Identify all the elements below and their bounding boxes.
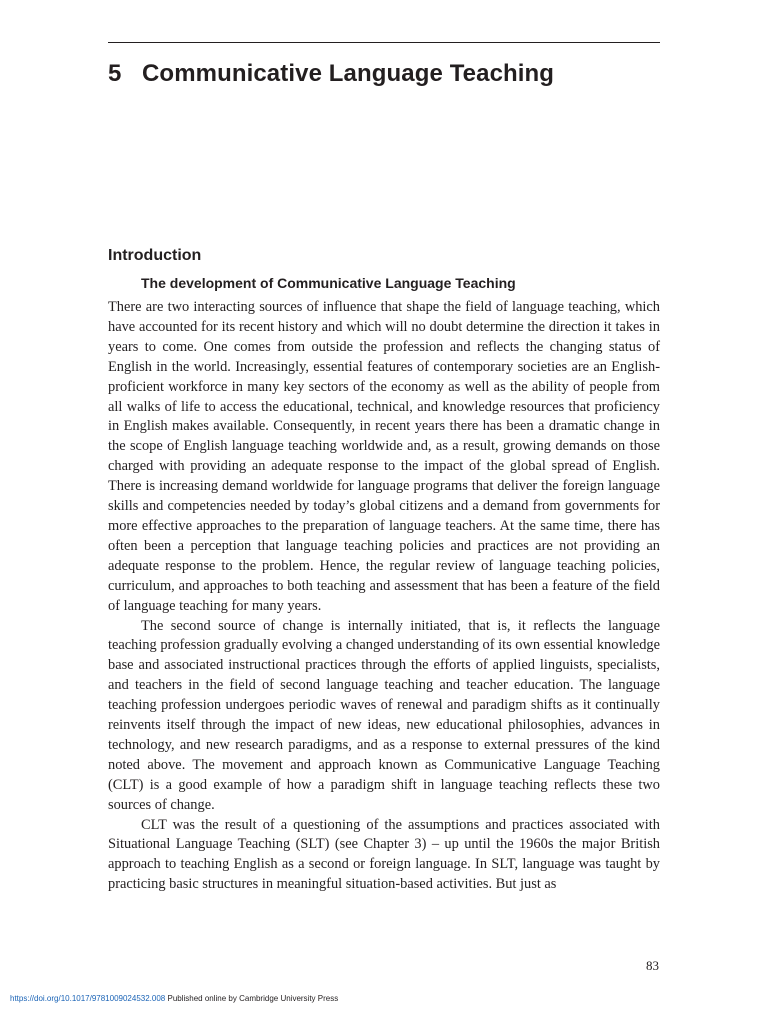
section-heading: Introduction <box>108 247 202 264</box>
page-number: 83 <box>646 958 659 973</box>
paragraph-1: There are two interacting sources of influence that shape the field of language teaching, which have accounted for its recent history and which will no doubt determine the direction it takes in years to come. One comes from outside the profession and reflects the changing status of English in the world. Increasingly, essential features of contemporary societies are an English-proficient workforce in many key sectors of the economy as well as the ability of people from all walks of life to access the educational, technical, and knowledge resources that proficiency in English makes available. Consequently, in recent years there has been a dramatic change in the scope of English language teaching worldwide and, as a result, growing demands on those charged with providing an adequate response to the impact of the global spread of English. There is increasing demand worldwide for language programs that deliver the foreign language skills and competencies needed by today’s global citizens and a demand from governments for more effective approaches to the preparation of language teachers. At the same time, there has often been a perception that language teaching policies and practices are not providing an adequate response to the problem. Hence, the regular review of language teaching policies, curriculum, and approaches to both teaching and assessment that has been a feature of the field of language teaching for many years. <box>108 299 660 614</box>
doi-link[interactable]: https://doi.org/10.1017/9781009024532.008 <box>10 994 166 1003</box>
published-note: Published online by Cambridge University Press <box>167 994 339 1003</box>
chapter-title-text: Communicative Language Teaching <box>142 60 555 87</box>
paragraph-3: CLT was the result of a questioning of the assumptions and practices associated with Situational Language Teaching (SLT) (see Chapter 3) – up until the 1960s the major British approach to teaching English as a second or foreign language. In SLT, language was taught by practicing basic structures in meaningful situation-based activities. But just as <box>108 816 660 893</box>
sub-heading: The development of Communicative Language Teaching <box>141 275 516 291</box>
chapter-title <box>108 58 554 90</box>
paragraph-2: The second source of change is internally initiated, that is, it reflects the language teaching profession gradually evolving a changed understanding of its own essential knowledge base and associated instructional practices through the efforts of applied linguists, specialists, and teachers in the field of second language teaching and teacher education. The language teaching profession undergoes periodic waves of renewal and paradigm shifts as it continually reinvents itself through the impact of new ideas, new educational philosophies, advances in technology, and new research paradigms, and as a response to external pressures of the kind noted above. The movement and approach known as Communicative Language Teaching (CLT) is a good example of how a paradigm shift in language teaching reflects these two sources of change. <box>108 617 660 813</box>
chapter-number: 5 <box>108 60 122 87</box>
body-text <box>108 298 660 895</box>
footer <box>10 993 338 1005</box>
top-rule <box>108 42 660 43</box>
